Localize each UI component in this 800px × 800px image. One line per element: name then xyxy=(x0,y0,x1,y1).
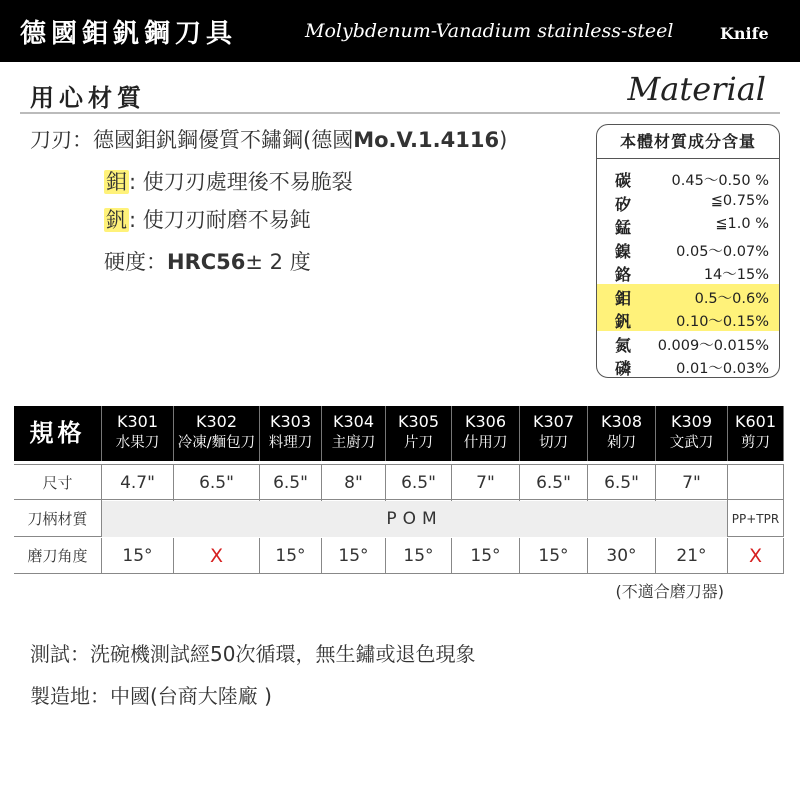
size-cell: 6.5" xyxy=(174,465,260,501)
model-code: K601 xyxy=(734,412,777,431)
hardness-suffix: ± 2 度 xyxy=(245,250,311,274)
model-header-k601 xyxy=(728,406,784,461)
angle-cell: X xyxy=(728,538,784,574)
size-cell: 8" xyxy=(322,465,386,501)
composition-value: ≦0.75% xyxy=(710,192,769,209)
handle-row xyxy=(14,501,784,537)
model-header-k301 xyxy=(102,406,174,461)
angle-note: (不適合磨刀器) xyxy=(615,582,724,601)
section-title: 用心材質 xyxy=(30,84,146,112)
molybdenum-label: 鉬 xyxy=(106,170,127,194)
model-name: 片刀 xyxy=(404,435,433,451)
composition-row xyxy=(597,260,779,284)
model-name: 切刀 xyxy=(539,435,568,451)
composition-row xyxy=(597,213,779,237)
composition-title: 本體材質成分含量 xyxy=(597,125,779,159)
model-name: 料理刀 xyxy=(268,435,313,451)
composition-value: 0.009～0.015% xyxy=(657,337,769,354)
angle-cell: X xyxy=(174,538,260,574)
model-name: 主廚刀 xyxy=(331,435,376,451)
model-code: K305 xyxy=(397,412,440,431)
model-code: K306 xyxy=(464,412,507,431)
model-code: K301 xyxy=(116,412,159,431)
composition-element: 磷 xyxy=(615,359,632,378)
model-code: K302 xyxy=(195,412,238,431)
header-subtitle: Molybdenum-Vanadium stainless-steel xyxy=(305,20,674,42)
vanadium-spec xyxy=(104,204,311,234)
origin-note: 製造地：中國(台商大陸廠 ) xyxy=(30,684,272,708)
model-header-k306 xyxy=(452,406,520,461)
model-header-k307 xyxy=(520,406,588,461)
model-header-k303 xyxy=(260,406,322,461)
angle-cell: 15° xyxy=(322,538,386,574)
composition-element: 釩 xyxy=(615,312,632,331)
header-knife-label: Knife xyxy=(720,24,769,43)
model-code: K307 xyxy=(532,412,575,431)
composition-list xyxy=(597,159,779,378)
composition-row xyxy=(597,354,779,378)
angle-cell: 15° xyxy=(386,538,452,574)
model-code: K309 xyxy=(670,412,713,431)
hardness-prefix: 硬度： xyxy=(104,250,167,274)
size-cell: 6.5" xyxy=(520,465,588,501)
blade-spec-prefix: 刀刃：德國鉬釩鋼優質不鏽鋼(德國 xyxy=(30,128,354,152)
size-cell: 4.7" xyxy=(102,465,174,501)
model-header-k304 xyxy=(322,406,386,461)
size-cell xyxy=(728,465,784,501)
section-material-label: Material xyxy=(627,70,766,108)
table-header-label: 規格 xyxy=(14,406,102,461)
composition-row xyxy=(597,237,779,261)
angle-cell: 15° xyxy=(260,538,322,574)
section-divider xyxy=(20,112,780,114)
angle-cell: 15° xyxy=(452,538,520,574)
composition-row xyxy=(597,307,779,331)
composition-value: 0.05～0.07% xyxy=(676,243,769,260)
hardness-spec xyxy=(104,246,311,276)
table-header-row xyxy=(14,406,784,461)
model-header-k305 xyxy=(386,406,452,461)
molybdenum-text: : 使刀刃處理後不易脆裂 xyxy=(129,170,353,194)
size-cell: 6.5" xyxy=(588,465,656,501)
model-header-k302 xyxy=(174,406,260,461)
composition-value: 0.01～0.03% xyxy=(676,361,769,377)
angle-cell: 21° xyxy=(656,538,728,574)
size-cell: 7" xyxy=(452,465,520,501)
model-name: 文武刀 xyxy=(669,435,714,451)
composition-row xyxy=(597,190,779,214)
header-title: 德國鉬釩鋼刀具 xyxy=(20,19,238,49)
handle-pom-cell: POM xyxy=(102,501,728,537)
size-cell: 7" xyxy=(656,465,728,501)
composition-row xyxy=(597,331,779,355)
model-name: 剪刀 xyxy=(741,435,770,451)
model-code: K303 xyxy=(269,412,312,431)
composition-value: 0.5～0.6% xyxy=(694,290,769,307)
composition-element: 錳 xyxy=(615,218,632,237)
model-code: K304 xyxy=(332,412,375,431)
angle-cell: 30° xyxy=(588,538,656,574)
composition-element: 鉻 xyxy=(615,265,632,284)
model-name: 什用刀 xyxy=(463,435,508,451)
angle-row-label: 磨刀角度 xyxy=(14,538,102,574)
test-note: 測試：洗碗機測試經50次循環，無生鏽或退色現象 xyxy=(30,642,476,666)
composition-value: ≦1.0 % xyxy=(715,216,769,232)
blade-spec-suffix: ) xyxy=(499,128,508,152)
model-name: 水果刀 xyxy=(115,435,160,451)
composition-row xyxy=(597,166,779,190)
header-bar xyxy=(0,0,800,62)
vanadium-label: 釩 xyxy=(106,208,127,232)
model-header-k308 xyxy=(588,406,656,461)
blade-spec xyxy=(30,124,507,154)
size-row xyxy=(14,464,784,500)
composition-element: 碳 xyxy=(615,171,632,190)
handle-k601-cell: PP+TPR xyxy=(728,501,784,537)
model-name: 冷凍/麵包刀 xyxy=(177,435,256,451)
composition-element: 鎳 xyxy=(615,241,632,261)
composition-value: 14～15% xyxy=(703,267,769,283)
model-header-k309 xyxy=(656,406,728,461)
composition-row xyxy=(597,284,779,308)
composition-value: 0.45～0.50 % xyxy=(671,173,769,189)
composition-element: 鉬 xyxy=(615,288,632,308)
molybdenum-spec xyxy=(104,166,353,196)
size-row-label: 尺寸 xyxy=(14,465,102,501)
composition-box xyxy=(596,124,780,378)
composition-value: 0.10～0.15% xyxy=(676,314,769,330)
size-cell: 6.5" xyxy=(260,465,322,501)
size-cell: 6.5" xyxy=(386,465,452,501)
angle-cell: 15° xyxy=(520,538,588,574)
model-name: 剁刀 xyxy=(607,435,636,451)
blade-spec-code: Mo.V.1.4116 xyxy=(353,128,500,152)
angle-row xyxy=(14,538,784,574)
composition-element: 矽 xyxy=(615,194,632,214)
handle-row-label: 刀柄材質 xyxy=(14,501,102,537)
composition-element: 氮 xyxy=(615,335,632,355)
vanadium-text: : 使刀刃耐磨不易鈍 xyxy=(129,208,311,232)
hardness-value: HRC56 xyxy=(167,250,246,274)
model-code: K308 xyxy=(600,412,643,431)
angle-cell: 15° xyxy=(102,538,174,574)
